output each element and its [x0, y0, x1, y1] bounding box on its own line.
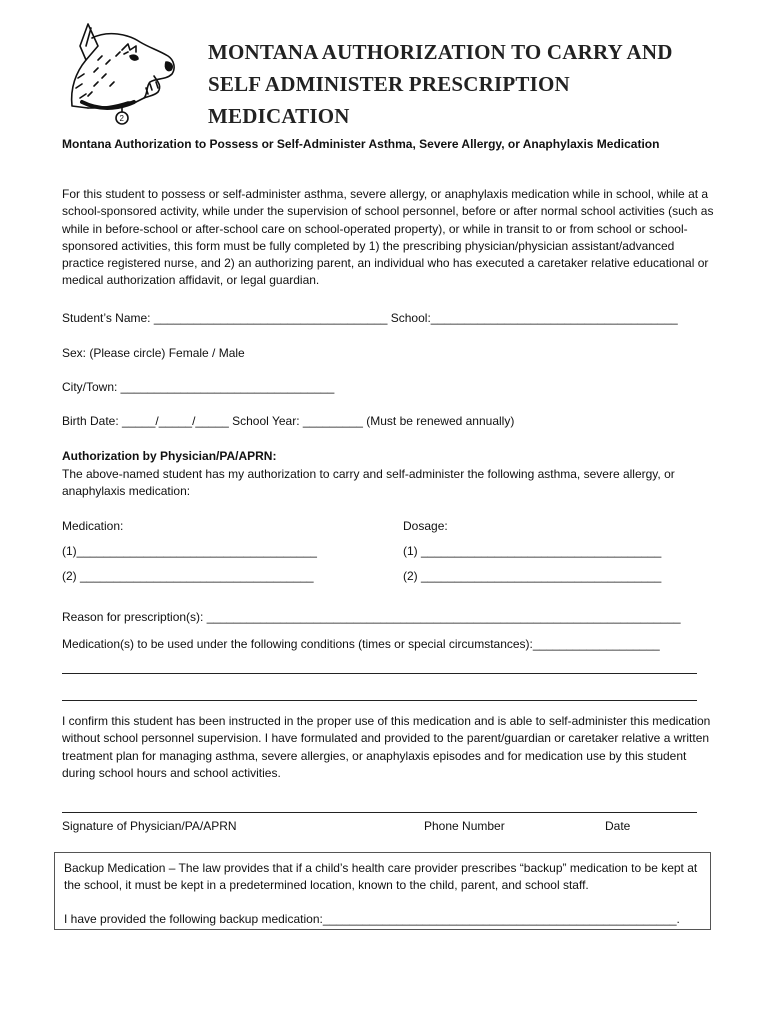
- signature-label: Signature of Physician/PA/APRN: [62, 819, 237, 833]
- medication-label: Medication:: [62, 519, 124, 533]
- backup-provided-field[interactable]: I have provided the following backup medication:_____________________________________________________.: [64, 912, 680, 926]
- svg-text:2: 2: [119, 114, 124, 123]
- conditions-blank-line-1[interactable]: [62, 673, 697, 674]
- authorization-heading: Authorization by Physician/PA/APRN:: [62, 449, 277, 463]
- dog-mascot-logo: [58, 16, 188, 128]
- birth-date-field[interactable]: Birth Date: _____/_____/_____ School Year: _________ (Must be renewed annually): [62, 414, 515, 428]
- dog-mascot-icon: [58, 16, 188, 128]
- conditions-field[interactable]: Medication(s) to be used under the following conditions (times or special circumstances):___________________: [62, 637, 660, 651]
- dosage-1-field[interactable]: (1) ____________________________________: [403, 544, 662, 558]
- student-name-field[interactable]: Student’s Name: ___________________________________ School:_____________________________________: [62, 311, 678, 325]
- signature-line[interactable]: [62, 812, 697, 813]
- form-subtitle: Montana Authorization to Possess or Self-Administer Asthma, Severe Allergy, or Anaphylaxis Medication: [62, 137, 660, 151]
- dosage-label: Dosage:: [403, 519, 448, 533]
- phone-label: Phone Number: [424, 819, 505, 833]
- authorization-text: The above-named student has my authorization to carry and self-administer the following asthma, severe allergy, or anaphylaxis medication:: [62, 467, 675, 499]
- confirm-paragraph: I confirm this student has been instructed in the proper use of this medication and is able to self-administer this medication without school personnel supervision. I have formulated and provided to the parent/guardian or caretaker relative a written treatment plan for managing asthma, severe allergies, or anaphylaxis episodes and for medication use by this student during school hours and school activities.: [62, 714, 711, 780]
- sex-field[interactable]: Sex: (Please circle) Female / Male: [62, 346, 245, 360]
- reason-field[interactable]: Reason for prescription(s): _______________________________________________________________________: [62, 610, 681, 624]
- intro-paragraph: For this student to possess or self-administer asthma, severe allergy, or anaphylaxis medication while in school, while at a school-sponsored activity, while under the supervision of school personnel, before or after normal school activities (such as while in before-school or after-school care on school-operated property), or while in transit to or from school or school-sponsored activities, this form must be fully completed by 1) the prescribing physician/physician assistant/advanced practice registered nurse, and 2) an authorizing parent, an individual who has executed a caretaker relative educational or medical authorization affidavit, or legal guardian.: [62, 187, 714, 288]
- date-label: Date: [605, 819, 631, 833]
- document-title: [208, 36, 708, 132]
- title-line-1: MONTANA AUTHORIZATION TO CARRY AND: [208, 40, 673, 64]
- medication-1-field[interactable]: (1)____________________________________: [62, 544, 317, 558]
- city-field[interactable]: City/Town: ________________________________: [62, 380, 335, 394]
- medication-2-field[interactable]: (2) ___________________________________: [62, 569, 314, 583]
- conditions-blank-line-2[interactable]: [62, 700, 697, 701]
- title-line-2: SELF ADMINISTER PRESCRIPTION MEDICATION: [208, 72, 570, 128]
- backup-text: Backup Medication – The law provides that if a child’s health care provider prescribes “backup” medication to be kept at the school, it must be kept in a predetermined location, known to the child, parent, and school staff.: [64, 861, 698, 893]
- dosage-2-field[interactable]: (2) ____________________________________: [403, 569, 662, 583]
